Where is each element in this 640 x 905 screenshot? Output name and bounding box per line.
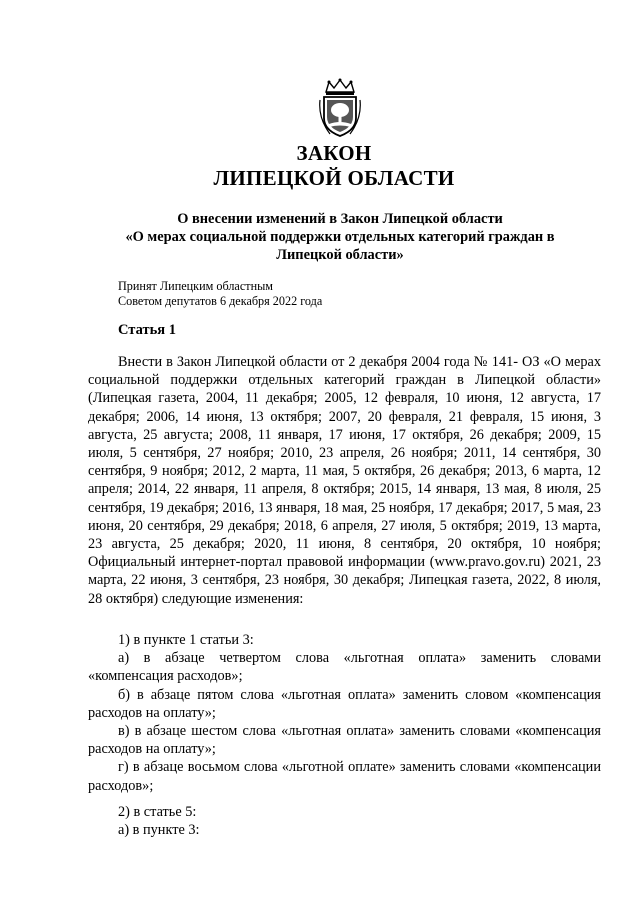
adoption-line-1: Принят Липецким областным	[118, 279, 274, 293]
item-1a: а) в абзаце четвертом слова «льготная оплата» заменить словами «компенсация расходов»;	[88, 650, 601, 685]
item-1d: г) в абзаце восьмом слова «льготной оплате» заменить словами «компенсации расходов»;	[88, 759, 601, 794]
subject-line-1: О внесении изменений в Закон Липецкой области	[177, 211, 503, 227]
subject-line-2: «О мерах социальной поддержки отдельных категорий граждан в Липецкой области»	[125, 229, 555, 263]
law-subject	[100, 210, 580, 264]
adoption-line-2: Советом депутатов 6 декабря 2022 года	[118, 293, 323, 308]
article-heading: Статья 1	[118, 322, 176, 338]
item-1: 1) в пункте 1 статьи 3:	[118, 632, 254, 648]
adoption-note	[118, 279, 322, 308]
amendment-list-1	[88, 631, 601, 795]
item-1b: б) в абзаце пятом слова «льготная оплата» заменить словом «компенсация расходов на оплату»;	[88, 686, 601, 721]
item-2: 2) в статье 5:	[118, 804, 197, 820]
article-intro-paragraph: Внести в Закон Липецкой области от 2 декабря 2004 года № 141- ОЗ «О мерах социальной поддержки отдельных категорий граждан в Липецкой области» (Липецкая газета, 2004, 11 декабря; 2005, 12 февраля, 10 июня, 12 августа, 17 декабря; 2006, 14 июня, 13 октября; 2007, 20 февраля, 21 февраля, 15 июня, 3 августа, 25 августа; 2008, 11 января, 17 июня, 17 октября, 26 декабря; 2009, 15 июля, 5 сентября, 27 ноября; 2010, 23 апреля, 26 ноября; 2011, 14 сентября, 30 сентября, 9 ноября; 2012, 2 марта, 11 мая, 5 октября, 26 декабря; 2013, 6 марта, 12 апреля; 2014, 22 января, 11 апреля, 8 октября; 2015, 14 января, 13 мая, 8 июля, 25 сентября, 19 декабря; 2016, 13 января, 18 мая, 25 ноября, 17 декабря; 2017, 5 мая, 23 июня, 20 сентября, 29 декабря; 2018, 6 апреля, 27 июля, 5 октября; 2019, 13 марта, 23 августа, 25 декабря; 2020, 11 июня, 8 сентября, 20 октября, 10 ноября; Официальный интернет-портал правовой информации (www.pravo.gov.ru) 2021, 23 марта, 22 июня, 3 сентября, 23 ноября, 30 декабря; Липецкая газета, 2022, 8 июля, 28 октября) следующие изменения:	[88, 354, 601, 607]
lipetsk-coat-of-arms-icon	[316, 78, 364, 138]
law-title: ЗАКОН	[296, 141, 372, 165]
item-1c: в) в абзаце шестом слова «льготная оплата» заменить словами «компенсация расходов на оплату»;	[88, 723, 601, 758]
law-region: ЛИПЕЦКОЙ ОБЛАСТИ	[213, 166, 455, 190]
amendment-list-2	[88, 803, 601, 839]
item-2a: а) в пункте 3:	[118, 822, 200, 839]
article-intro	[88, 353, 601, 608]
